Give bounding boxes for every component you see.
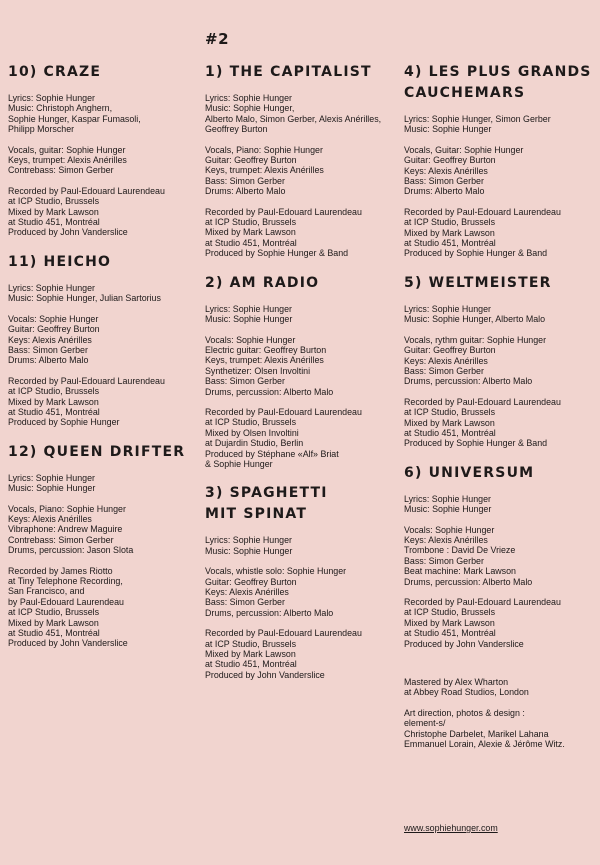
credit-line: Trombone : David De Vrieze [404,545,516,556]
credit-block [8,93,198,135]
credit-line: by Paul-Edouard Laurendeau [8,596,124,607]
credit-line: at Studio 451, Montréal [404,628,496,639]
credit-line: at Studio 451, Montréal [8,217,100,228]
credit-line: Keys: Alexis Anérilles [8,334,92,345]
credit-line: Bass: Simon Gerber [8,344,88,355]
credit-line: Recorded by Paul-Edouard Laurendeau [404,206,561,217]
credit-line: Guitar: Geoffrey Burton [8,324,100,335]
credit-line: Produced by Sophie Hunger & Band [205,248,349,259]
credit-line: Music: Sophie Hunger, Alberto Malo [404,314,546,325]
credit-line: Mixed by Mark Lawson [205,227,296,238]
track-credits [404,463,596,649]
credit-block [205,566,400,618]
credit-block [8,283,198,304]
credit-line: at Studio 451, Montréal [205,659,297,670]
credit-block [404,708,596,750]
track-credits [404,273,596,449]
website-link[interactable]: www.sophiehunger.com [404,823,498,833]
credit-line: Contrebass: Simon Gerber [8,165,114,176]
credit-line: Recorded by Paul-Edouard Laurendeau [205,406,362,417]
credits-column-1 [8,62,198,663]
credit-line: Vocals, guitar: Sophie Hunger [8,144,126,155]
credit-line: Recorded by Paul-Edouard Laurendeau [404,597,561,607]
credit-line: Mixed by Mark Lawson [8,396,99,407]
credit-line: at Tiny Telephone Recording, [8,576,123,586]
credit-line: Vocals: Sophie Hunger [205,334,296,345]
credit-block [205,628,400,680]
credit-line: Emmanuel Lorain, Alexie & Jérôme Witz. [404,739,565,750]
credit-line: Produced by Sophie Hunger & Band [404,438,548,449]
track-credits [404,62,596,259]
credit-line: Contrebass: Simon Gerber [8,534,114,545]
track-credits [8,442,198,649]
page-number: #2 [205,30,230,48]
credit-line: Lyrics: Sophie Hunger [205,303,292,314]
credit-block [8,473,198,494]
credit-block [8,566,198,649]
credits-column-3 [404,62,596,759]
credit-block [404,335,596,387]
credit-line: Drums, percussion: Alberto Malo [205,386,334,397]
credit-line: Music: Sophie Hunger [205,314,293,325]
credit-block [8,145,198,176]
credit-line: at Abbey Road Studios, London [404,687,529,698]
credit-line: at Studio 451, Montréal [8,406,100,417]
credit-line: at ICP Studio, Brussels [205,417,297,428]
credit-line: San Francisco, and [8,586,85,597]
credit-line: Lyrics: Sophie Hunger, Simon Gerber [404,114,551,124]
credit-line: Mixed by Mark Lawson [404,617,495,628]
credit-line: at ICP Studio, Brussels [8,386,100,397]
credit-line: Art direction, photos & design : [404,707,525,718]
credit-line: Mixed by Mark Lawson [8,206,99,217]
credit-line: Recorded by Paul-Edouard Laurendeau [8,185,165,196]
credit-line: Bass: Simon Gerber [205,376,285,387]
credit-line: at ICP Studio, Brussels [8,607,100,618]
credit-line: Lyrics: Sophie Hunger [205,535,292,546]
credit-line: at Studio 451, Montréal [8,628,100,639]
credit-line: Produced by John Vanderslice [8,638,128,649]
track-title: 11) HEICHO [8,253,112,270]
credit-line: Bass: Simon Gerber [205,175,285,186]
credit-line: Electric guitar: Geoffrey Burton [205,344,327,355]
track-title: 1) THE CAPITALIST [205,64,372,80]
track-title: 5) WELTMEISTER [404,274,552,291]
credit-line: Drums, percussion: Alberto Malo [205,607,334,618]
credit-line: Vocals, Guitar: Sophie Hunger [404,144,524,155]
credit-line: Recorded by Paul-Edouard Laurendeau [404,396,561,407]
track-credits [205,273,400,470]
credit-line: Christophe Darbelet, Marikel Lahana [404,728,549,739]
track-title: 10) CRAZE [8,64,102,80]
credit-line: Lyrics: Sophie Hunger [8,93,95,103]
credit-line: at ICP Studio, Brussels [404,607,496,618]
track-credits [8,252,198,428]
track-title: 12) QUEEN DRIFTER [8,443,186,460]
credit-line: at ICP Studio, Brussels [8,196,100,207]
credit-line: Keys, trumpet: Alexis Anérilles [8,155,127,166]
credit-block [8,314,198,366]
credit-line: Produced by John Vanderslice [8,227,128,238]
credits-column-2 [205,62,400,694]
credit-line: Bass: Simon Gerber [404,176,484,187]
track-title: 2) AM RADIO [205,274,320,291]
credit-line: at ICP Studio, Brussels [205,217,297,228]
credit-line: Keys, trumpet: Alexis Anérilles [205,355,324,366]
credit-line: Lyrics: Sophie Hunger [404,493,491,504]
credit-line: Bass: Simon Gerber [404,555,484,566]
credit-line: Guitar: Geoffrey Burton [205,576,297,587]
credit-line: at ICP Studio, Brussels [404,217,496,228]
credit-line: Drums, percussion: Alberto Malo [404,376,533,387]
credit-line: Music: Sophie Hunger [205,545,293,556]
credit-line: Drums, percussion: Alberto Malo [404,576,533,587]
credit-line: Alberto Malo, Simon Gerber, Alexis Anérilles, [205,113,382,124]
credit-line: Vocals, Piano: Sophie Hunger [8,503,126,514]
credit-line: Philipp Morscher [8,124,75,135]
credit-block [404,207,596,259]
credit-line: Recorded by Paul-Edouard Laurendeau [205,628,362,639]
track-title: 3) SPAGHETTI MIT SPINAT [205,485,328,523]
credit-line: Geoffrey Burton [205,124,268,135]
credit-block [404,304,596,325]
credit-line: Produced by Sophie Hunger [8,417,120,428]
credit-line: Music: Sophie Hunger, Julian Sartorius [8,293,161,304]
credit-block [205,535,400,556]
credit-line: Keys: Alexis Anérilles [404,165,488,176]
credit-line: Lyrics: Sophie Hunger [8,282,95,293]
credit-line: Sophie Hunger, Kaspar Fumasoli, [8,113,141,124]
credit-line: Vocals: Sophie Hunger [8,313,99,324]
credit-line: Recorded by Paul-Edouard Laurendeau [8,375,165,386]
credit-line: Drums: Alberto Malo [205,186,286,197]
credit-line: Mastered by Alex Wharton [404,677,509,688]
credit-line: Vocals, whistle solo: Sophie Hunger [205,566,347,577]
credit-block [404,145,596,197]
credit-line: Drums: Alberto Malo [8,355,89,366]
credit-line: Produced by John Vanderslice [205,669,325,680]
credit-line: at Studio 451, Montréal [205,237,297,248]
credit-line: Music: Sophie Hunger [404,124,492,135]
credit-line: Recorded by Paul-Edouard Laurendeau [205,206,362,217]
credit-block [205,407,400,469]
credit-block [404,677,596,698]
credit-line: Music: Sophie Hunger [404,504,492,515]
credit-line: Guitar: Geoffrey Burton [404,155,496,166]
credit-line: Mixed by Mark Lawson [404,227,495,238]
credit-line: at Studio 451, Montréal [404,427,496,438]
credit-line: Bass: Simon Gerber [404,365,484,376]
credit-line: Mixed by Olsen Involtini [205,427,299,438]
credit-block [205,93,400,135]
credit-line: Guitar: Geoffrey Burton [404,345,496,356]
credit-line: Keys: Alexis Anérilles [404,355,488,366]
credit-line: Guitar: Geoffrey Burton [205,155,297,166]
credit-line: Music: Christoph Anghern, [8,103,113,114]
credit-line: at Dujardin Studio, Berlin [205,438,304,449]
credit-line: Lyrics: Sophie Hunger [8,472,95,483]
credit-line: at Studio 451, Montréal [404,238,496,249]
credit-line: Vocals, Piano: Sophie Hunger [205,144,323,155]
credit-line: Keys: Alexis Anérilles [404,534,488,545]
credit-block [404,525,596,587]
credit-line: Produced by John Vanderslice [404,638,524,649]
credit-block [205,335,400,397]
credit-block [404,114,596,135]
credit-line: Mixed by Mark Lawson [205,649,296,660]
credit-line: Recorded by James Riotto [8,565,113,576]
track-credits [205,62,400,259]
credit-block [404,494,596,515]
credit-line: Vocals: Sophie Hunger [404,524,495,535]
track-credits [205,483,400,680]
credit-line: Lyrics: Sophie Hunger [404,303,491,314]
general-credits [404,677,596,749]
credit-line: Music: Sophie Hunger, [205,103,295,114]
credit-line: at ICP Studio, Brussels [404,407,496,418]
credit-line: Drums: Alberto Malo [404,186,485,197]
credit-line: Synthetizer: Olsen Involtini [205,365,311,376]
track-credits [8,62,198,238]
credit-block [8,504,198,556]
credit-line: Produced by Sophie Hunger & Band [404,248,548,259]
credit-block [8,186,198,238]
credit-line: & Sophie Hunger [205,458,273,469]
credit-line: Mixed by Mark Lawson [404,417,495,428]
track-title: 6) UNIVERSUM [404,464,535,481]
credit-line: at ICP Studio, Brussels [205,638,297,649]
credit-line: Keys: Alexis Anérilles [8,513,92,524]
credit-line: element-s/ [404,718,446,729]
credit-line: Drums, percussion: Jason Slota [8,545,134,556]
credit-line: Keys, trumpet: Alexis Anérilles [205,165,324,176]
credit-line: Lyrics: Sophie Hunger [205,93,292,103]
credit-block [404,397,596,449]
track-title: 4) LES PLUS GRANDS CAUCHEMARS [404,64,592,101]
credit-line: Vocals, rythm guitar: Sophie Hunger [404,334,547,345]
credit-block [404,597,596,649]
credit-line: Vibraphone: Andrew Maguire [8,524,123,535]
credit-line: Beat machine: Mark Lawson [404,566,516,577]
credit-line: Bass: Simon Gerber [205,597,285,608]
credit-line: Mixed by Mark Lawson [8,617,99,628]
credit-block [205,304,400,325]
credit-line: Produced by Stéphane «Alf» Briat [205,448,339,459]
credit-line: Keys: Alexis Anérilles [205,587,289,597]
credit-line: Music: Sophie Hunger [8,483,96,494]
credit-block [205,145,400,197]
credit-block [205,207,400,259]
credit-block [8,376,198,428]
